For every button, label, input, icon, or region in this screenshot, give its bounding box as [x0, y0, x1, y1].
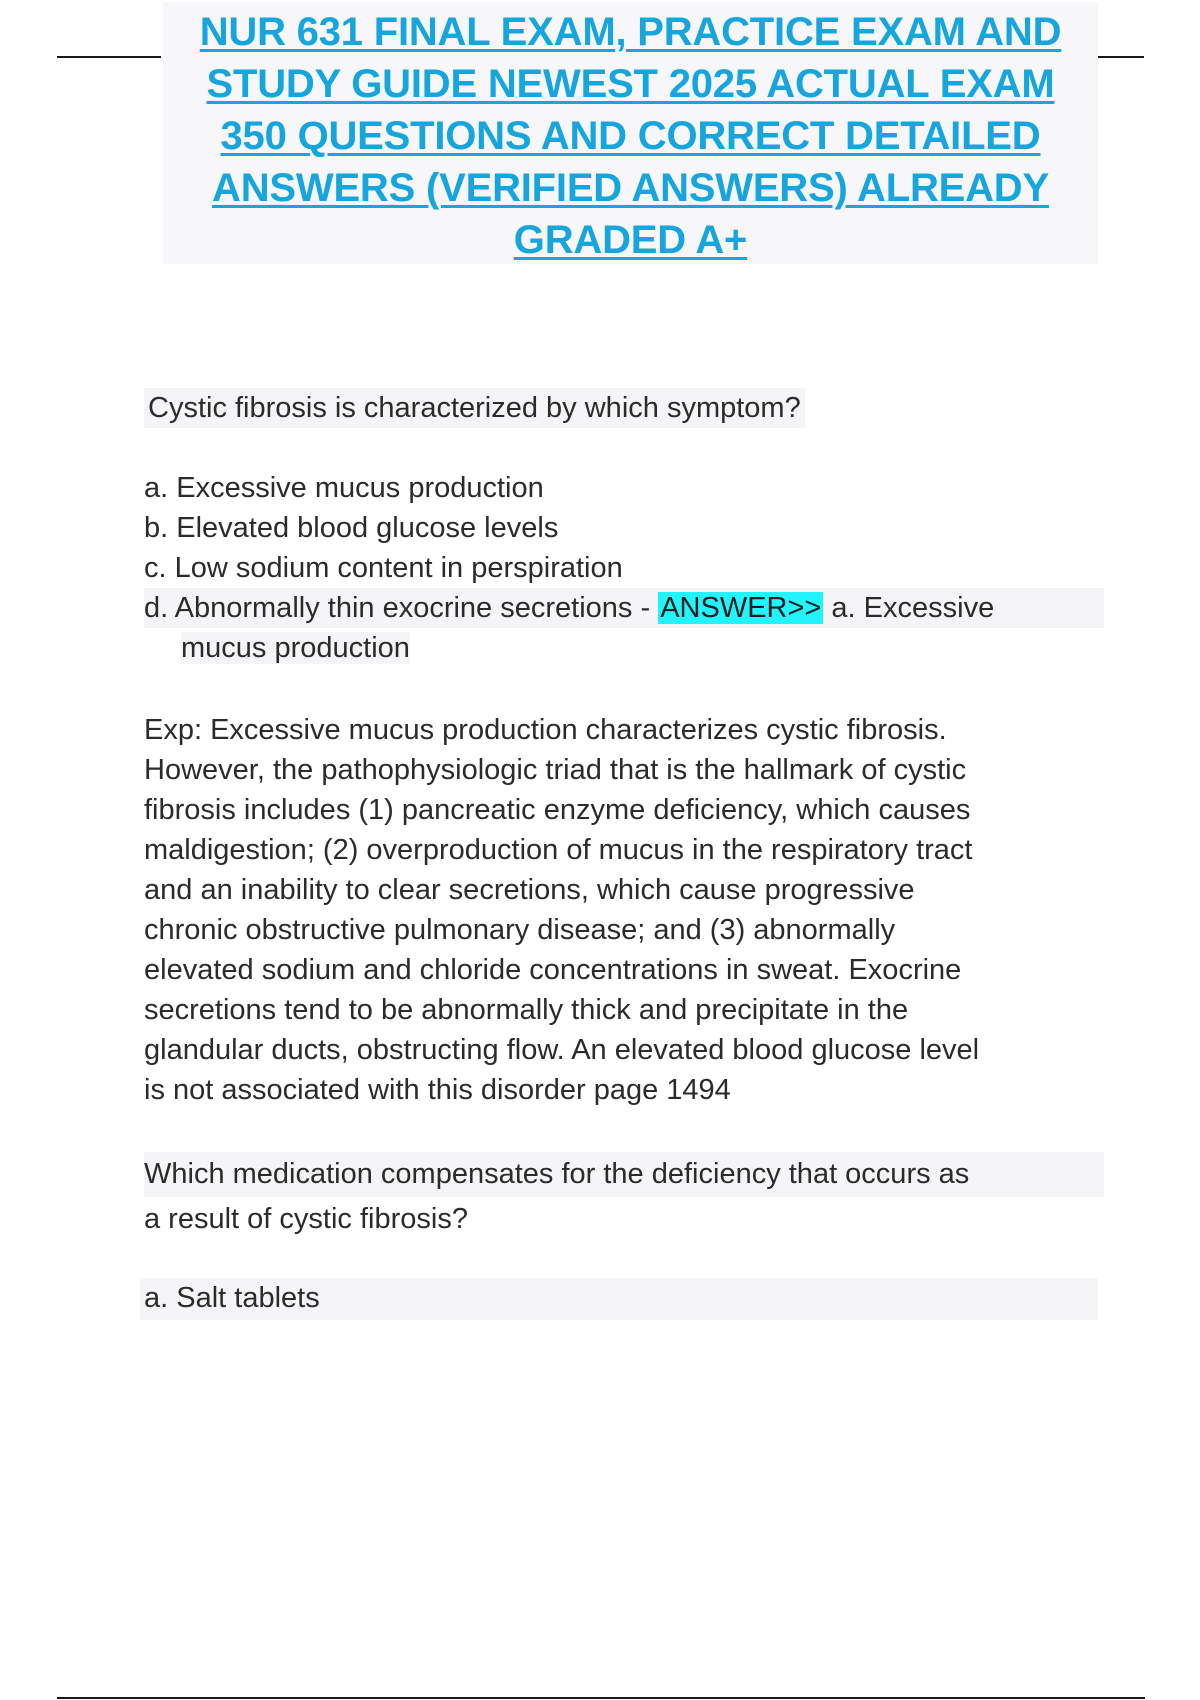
question-1-options [144, 468, 1104, 668]
title-line: NUR 631 FINAL EXAM, PRACTICE EXAM AND [199, 10, 1062, 54]
title-line: STUDY GUIDE NEWEST 2025 ACTUAL EXAM [206, 62, 1055, 106]
question-2-option-a: a. Salt tablets [144, 1282, 320, 1314]
explanation-line: and an inability to clear secretions, which cause progressive [144, 874, 915, 906]
option-b: b. Elevated blood glucose levels [144, 512, 559, 544]
header-rule-right [1098, 56, 1144, 58]
explanation-line: fibrosis includes (1) pancreatic enzyme deficiency, which causes [144, 794, 971, 826]
footer-rule [57, 1697, 1145, 1699]
answer-continuation [144, 628, 1104, 668]
question-2-line: a result of cystic fibrosis? [144, 1203, 468, 1235]
explanation-line: However, the pathophysiologic triad that is the hallmark of cystic [144, 754, 967, 786]
explanation-line: elevated sodium and chloride concentrations in sweat. Exocrine [144, 954, 962, 986]
explanation-line: maldigestion; (2) overproduction of mucus in the respiratory tract [144, 834, 973, 866]
question-2-prompt [144, 1152, 1104, 1242]
document-title [163, 6, 1098, 266]
title-line: ANSWERS (VERIFIED ANSWERS) ALREADY [212, 166, 1049, 210]
explanation-paragraph [144, 710, 1104, 1110]
explanation-line: glandular ducts, obstructing flow. An elevated blood glucose level [144, 1034, 980, 1066]
question-2-line: Which medication compensates for the deficiency that occurs as [144, 1152, 1104, 1197]
answer-highlight: ANSWER>> [660, 592, 822, 624]
title-line: GRADED A+ [513, 218, 748, 262]
option-c: c. Low sodium content in perspiration [144, 552, 623, 584]
option-d [144, 588, 1104, 628]
explanation-line: Exp: Excessive mucus production characterizes cystic fibrosis. [144, 714, 947, 746]
header-rule-left [57, 56, 161, 58]
explanation-line: secretions tend to be abnormally thick and precipitate in the [144, 994, 909, 1026]
question-1-prompt: Cystic fibrosis is characterized by which symptom? [144, 388, 805, 428]
explanation-line: chronic obstructive pulmonary disease; and (3) abnormally [144, 914, 896, 946]
answer-text: a. Excessive [823, 592, 995, 624]
answer-continuation-text: mucus production [181, 632, 410, 664]
option-d-text: d. Abnormally thin exocrine secretions - [144, 592, 659, 624]
title-line: 350 QUESTIONS AND CORRECT DETAILED [220, 114, 1041, 158]
option-a: a. Excessive mucus production [144, 472, 544, 504]
explanation-line: is not associated with this disorder page 1494 [144, 1074, 731, 1106]
